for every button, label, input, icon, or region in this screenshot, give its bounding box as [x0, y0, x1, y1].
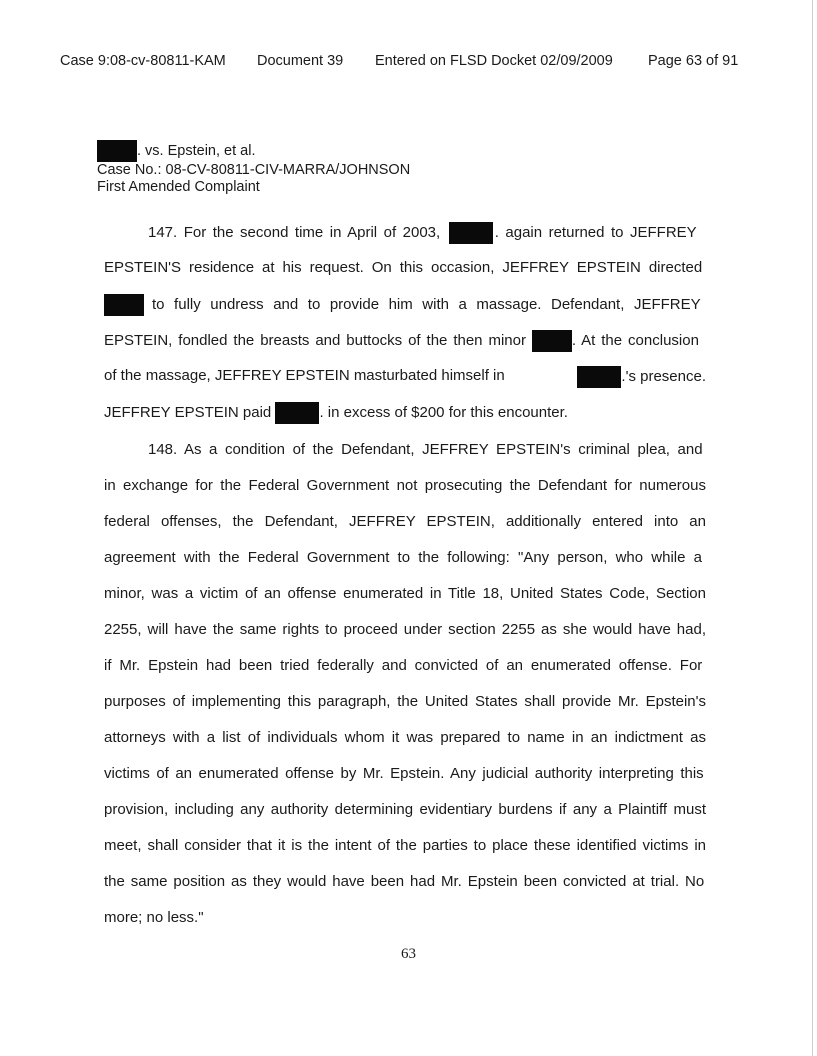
header-page-count: Page 63 of 91: [648, 53, 739, 69]
p148-line: victims of an enumerated offense by Mr. Epstein. Any judicial authority interpreting this: [104, 765, 704, 782]
redaction-block: [275, 402, 319, 424]
p148-line: purposes of implementing this paragraph, the United States shall provide Mr. Epstein's: [104, 693, 706, 710]
p148-line: if Mr. Epstein had been tried federally and convicted of an enumerated offense. For: [104, 657, 703, 674]
text-segment: . again returned to JEFFREY: [494, 223, 697, 241]
text-segment: . At the conclusion: [571, 331, 699, 349]
redaction-block: [577, 366, 621, 388]
p147-line-4: [104, 330, 706, 350]
redaction-block: [97, 140, 137, 162]
p148-line: provision, including any authority determining evidentiary burdens if any a Plaintiff must: [104, 801, 706, 818]
page-number: 63: [401, 946, 416, 962]
p148-line: attorneys with a list of individuals whom it was prepared to name in an indictment as: [104, 729, 706, 746]
text-segment: EPSTEIN, fondled the breasts and buttocks of the then minor: [104, 331, 526, 349]
caption-case-no: Case No.: 08-CV-80811-CIV-MARRA/JOHNSON: [97, 162, 411, 178]
redaction-block: [449, 222, 493, 244]
text-segment: . in excess of $200 for this encounter.: [319, 403, 568, 421]
text-segment: to fully undress and to provide him with a massage. Defendant, JEFFREY: [152, 295, 701, 313]
caption-party: . vs. Epstein, et al.: [137, 142, 256, 159]
text-segment: of the massage, JEFFREY EPSTEIN masturbated himself in: [104, 367, 505, 384]
redaction-block: [532, 330, 572, 352]
p147-line-3: [104, 294, 706, 314]
p147-line-1: [104, 222, 706, 242]
p147-line-2: EPSTEIN'S residence at his request. On this occasion, JEFFREY EPSTEIN directed: [104, 259, 703, 276]
text-segment: 147. For the second time in April of 2003,: [148, 223, 441, 241]
p148-line: more; no less.": [104, 909, 204, 926]
p148-line: the same position as they would have been had Mr. Epstein been convicted at trial. No: [104, 873, 705, 890]
p148-line: in exchange for the Federal Government not prosecuting the Defendant for numerous: [104, 477, 706, 494]
header-docket-entry: Entered on FLSD Docket 02/09/2009: [375, 53, 613, 69]
case-caption: [97, 140, 410, 196]
p148-line: 148. As a condition of the Defendant, JEFFREY EPSTEIN's criminal plea, and: [148, 441, 703, 458]
caption-document-title: First Amended Complaint: [97, 179, 260, 195]
header-case-number: Case 9:08-cv-80811-KAM: [60, 53, 226, 69]
p148-line: minor, was a victim of an offense enumerated in Title 18, United States Code, Section: [104, 585, 706, 602]
p148-line: 2255, will have the same rights to proceed under section 2255 as she would have had,: [104, 621, 706, 638]
p148-line: federal offenses, the Defendant, JEFFREY EPSTEIN, additionally entered into an: [104, 513, 706, 530]
p148-line: meet, shall consider that it is the intent of the parties to place these identified victims in: [104, 837, 706, 854]
text-segment: JEFFREY EPSTEIN paid: [104, 403, 272, 421]
p147-line-6: [104, 402, 706, 422]
page-edge-line: [812, 0, 813, 1056]
text-segment: .'s presence.: [621, 367, 706, 385]
p147-line-5: [104, 366, 706, 386]
p148-line: agreement with the Federal Government to the following: "Any person, who while a: [104, 549, 702, 566]
header-document-number: Document 39: [257, 53, 344, 69]
redaction-block: [104, 294, 144, 316]
